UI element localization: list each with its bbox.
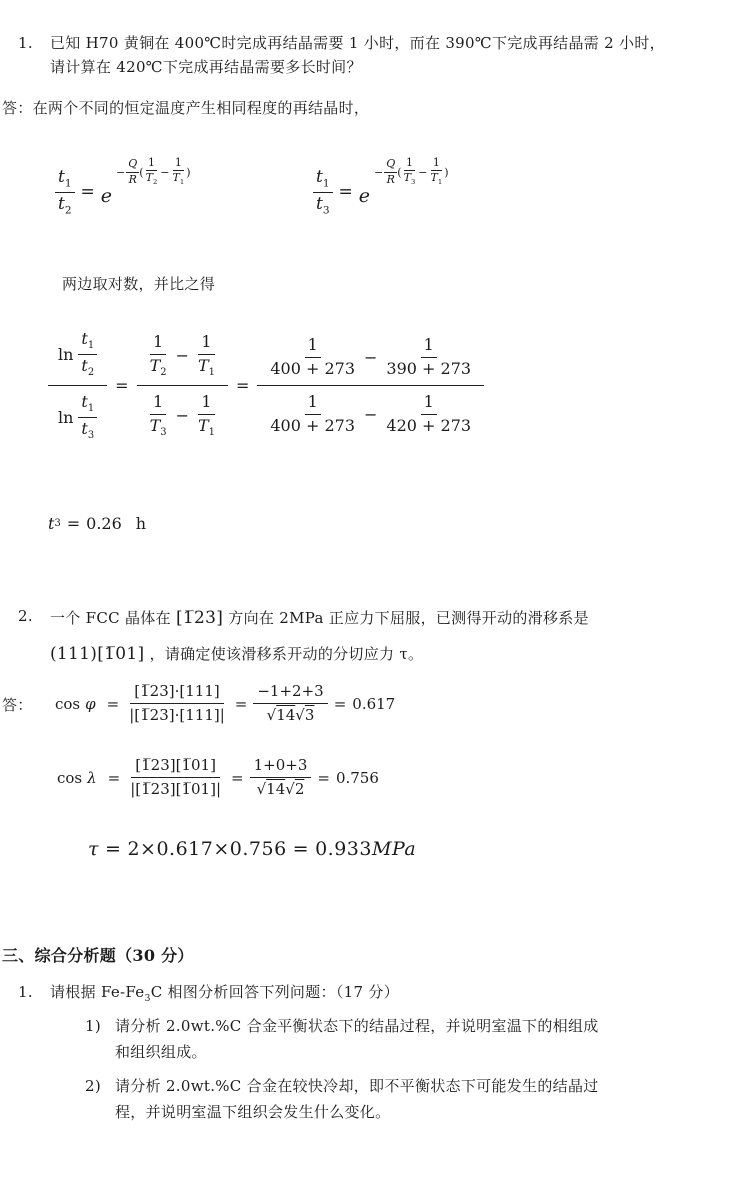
equals-sign: =	[292, 838, 310, 860]
var-e: e	[100, 185, 113, 208]
equals-sign: =	[66, 514, 81, 533]
item-1-number: 1)	[85, 1017, 101, 1035]
lhs-ln-ratio	[48, 328, 107, 443]
radical-sign: √	[256, 780, 267, 799]
question-2-line-2: (111)[1̅01] ，请确定使该滑移系开动的分切应力 τ。	[50, 644, 424, 664]
var-Q: Q	[128, 156, 138, 170]
question-2-number: 2.	[18, 607, 33, 625]
exponential-term	[358, 155, 449, 208]
slip-system-index: (111)[1̅01]	[50, 644, 145, 664]
t3-value: 0.26	[86, 514, 122, 533]
exponential-term	[100, 155, 191, 208]
fraction-t1-t3: $t_1$ $t_3$	[78, 393, 97, 441]
fraction-Q-R	[384, 158, 397, 186]
cos-lambda-value: 0.756	[335, 768, 379, 787]
close-paren: )	[444, 165, 449, 179]
equals-sign: =	[235, 376, 250, 396]
fraction-t1-t3: $\frac{t_1}{t_3}$	[313, 168, 333, 216]
question-1-line-1: 已知 H70 黄铜在 400℃时完成再结晶需要 1 小时，而在 390℃下完成再结晶需 2 小时，	[50, 34, 665, 52]
cos-operator: cos	[57, 768, 83, 787]
var-tau: τ	[88, 838, 100, 860]
fraction-1-T1: $\frac{1}{T_1}$	[197, 332, 215, 378]
tau-unit: MPa	[371, 838, 417, 860]
minus-sign: −	[175, 406, 189, 426]
equals-sign: =	[107, 768, 121, 787]
exponent	[115, 157, 190, 188]
fraction-1-T2: 1 $T_2$	[149, 332, 167, 378]
mid-temperature-ratio	[137, 331, 228, 440]
var-Q: Q	[386, 156, 396, 170]
cos-phi-formula	[55, 682, 395, 726]
numeric-fraction: $\frac{-1+2+3}{√14√3}$	[253, 682, 327, 726]
answer-2-label: 答：	[2, 696, 33, 714]
minus-sign: −	[160, 165, 170, 179]
fraction-1-T3: 1 $T_3$	[403, 155, 416, 187]
var-e: e	[358, 185, 371, 208]
var-T: T	[172, 171, 180, 185]
question-1-line-2: 请计算在 420℃下完成再结晶需要多长时间？	[50, 58, 362, 76]
fraction-1-T1: $\frac{1}{T_1}$	[172, 155, 185, 187]
minus-sign: −	[116, 165, 126, 179]
cos-lambda-formula	[57, 756, 379, 800]
ln-operator: ln	[58, 407, 74, 427]
t3-unit: h	[135, 514, 147, 533]
vector-product-fraction: $\frac{[1̅23][1̅01]}{|[1̅23][1̅01]|}$	[130, 756, 222, 799]
fraction-t1-t2: $t_1$ $t_2$	[78, 330, 97, 378]
var-T: T	[145, 171, 153, 185]
radical-sign: √	[266, 706, 277, 725]
var-T: T	[403, 171, 411, 185]
open-paren: (	[397, 165, 402, 179]
tau-value: 0.933	[315, 838, 372, 860]
answer-1-intro	[2, 96, 369, 120]
fraction-1-T2: 1 $T_2$	[145, 155, 158, 187]
item-1-line-1: 请分析 2.0wt.%C 合金平衡状态下的结晶过程，并说明室温下的相组成	[115, 1017, 599, 1035]
formula-t1-over-t2	[55, 155, 191, 216]
fraction-1-400-273: 1 400 + 273	[270, 392, 356, 435]
var-t: t	[316, 193, 323, 214]
fraction-1-390-273: $\frac{1}{390 + 273}$	[386, 335, 472, 378]
minus-sign: −	[418, 165, 428, 179]
var-t: t	[316, 167, 323, 187]
fraction-1-T1: $\frac{1}{T_1}$	[430, 155, 443, 187]
cos-phi-value: 0.617	[352, 694, 396, 713]
item-1-line-2: 和组织组成。	[115, 1043, 207, 1061]
minus-sign: −	[364, 347, 378, 367]
answer-intro-text: 在两个不同的恒定温度产生相同程度的再结晶时，	[32, 99, 370, 117]
ln-operator: ln	[58, 344, 74, 364]
exponent	[373, 157, 448, 188]
item-2-number: 2)	[85, 1077, 101, 1095]
fe3c-subscript: 3	[144, 993, 151, 1004]
section-3-q1-number: 1.	[18, 983, 33, 1001]
minus-sign: −	[374, 165, 384, 179]
var-t: t	[58, 167, 65, 187]
equals-sign: =	[231, 768, 244, 787]
equals-sign: =	[105, 838, 122, 860]
vector-dot-fraction: $\frac{[1̅23]\cdot[111]}{|[1̅23]\cdot[111]|}$	[129, 682, 225, 725]
sub-1: 1	[64, 177, 72, 190]
fraction-1-T1: $\frac{1}{T_1}$	[197, 392, 215, 438]
numeric-fraction: $\frac{1+0+3}{√14√2}$	[250, 756, 312, 800]
minus-sign: −	[364, 404, 378, 424]
radical-sign: √	[285, 780, 295, 799]
numeric-temperature-ratio	[257, 334, 484, 437]
section-3-heading: 三、综合分析题（30 分）	[2, 946, 194, 965]
fraction-1-420-273: $\frac{1}{420 + 273}$	[386, 392, 472, 435]
log-note: 两边取对数，并比之得	[62, 275, 216, 293]
radical-sign: √	[295, 706, 305, 725]
fraction-Q-R	[126, 158, 139, 186]
var-R: R	[128, 172, 137, 186]
equals-sign: =	[115, 376, 129, 396]
equals-sign: =	[317, 768, 330, 787]
var-lambda: λ	[87, 768, 97, 787]
t3-result: t 3 = 0.26 h	[48, 514, 147, 533]
equals-sign: =	[106, 694, 120, 713]
var-t: t	[48, 514, 55, 533]
equals-sign: =	[338, 182, 353, 203]
equals-sign: =	[234, 694, 248, 713]
question-2-line-1: 一个 FCC 晶体在 [1̅23] 方向在 2MPa 正应力下屈服，已测得开动的滑移系是	[50, 608, 589, 628]
cos-operator: cos	[55, 694, 81, 713]
var-R: R	[386, 172, 395, 186]
answer-label: 答：	[2, 99, 33, 117]
item-2-line-2: 程，并说明室温下组织会发生什么变化。	[115, 1103, 391, 1121]
question-1-number: 1.	[18, 34, 33, 52]
fraction-t1-t2	[55, 168, 75, 216]
log-ratio-formula	[46, 328, 486, 443]
formula-t1-over-t3	[313, 155, 449, 216]
item-2-line-1: 请分析 2.0wt.%C 合金在较快冷却，即不平衡状态下可能发生的结晶过	[115, 1077, 599, 1095]
close-paren: )	[186, 165, 191, 179]
var-phi: φ	[85, 694, 96, 713]
minus-sign: −	[175, 346, 189, 366]
var-t: t	[58, 193, 65, 214]
fraction-1-T3: 1 $T_3$	[149, 392, 167, 438]
section-3-q1-text: 请根据 $Fe-Fe_3C$ 相图分析回答下列问题：（17 分）	[50, 983, 399, 1004]
direction-index: [1̅23]	[175, 608, 224, 628]
equals-sign: =	[333, 694, 347, 713]
open-paren: (	[139, 165, 144, 179]
tau-result	[88, 838, 416, 860]
fraction-1-400-273: 1 400 + 273	[270, 335, 356, 378]
equals-sign: =	[80, 182, 95, 203]
var-T: T	[430, 171, 438, 185]
sub-2: 2	[64, 203, 72, 216]
tau-expression: 2×0.617×0.756	[127, 838, 287, 860]
